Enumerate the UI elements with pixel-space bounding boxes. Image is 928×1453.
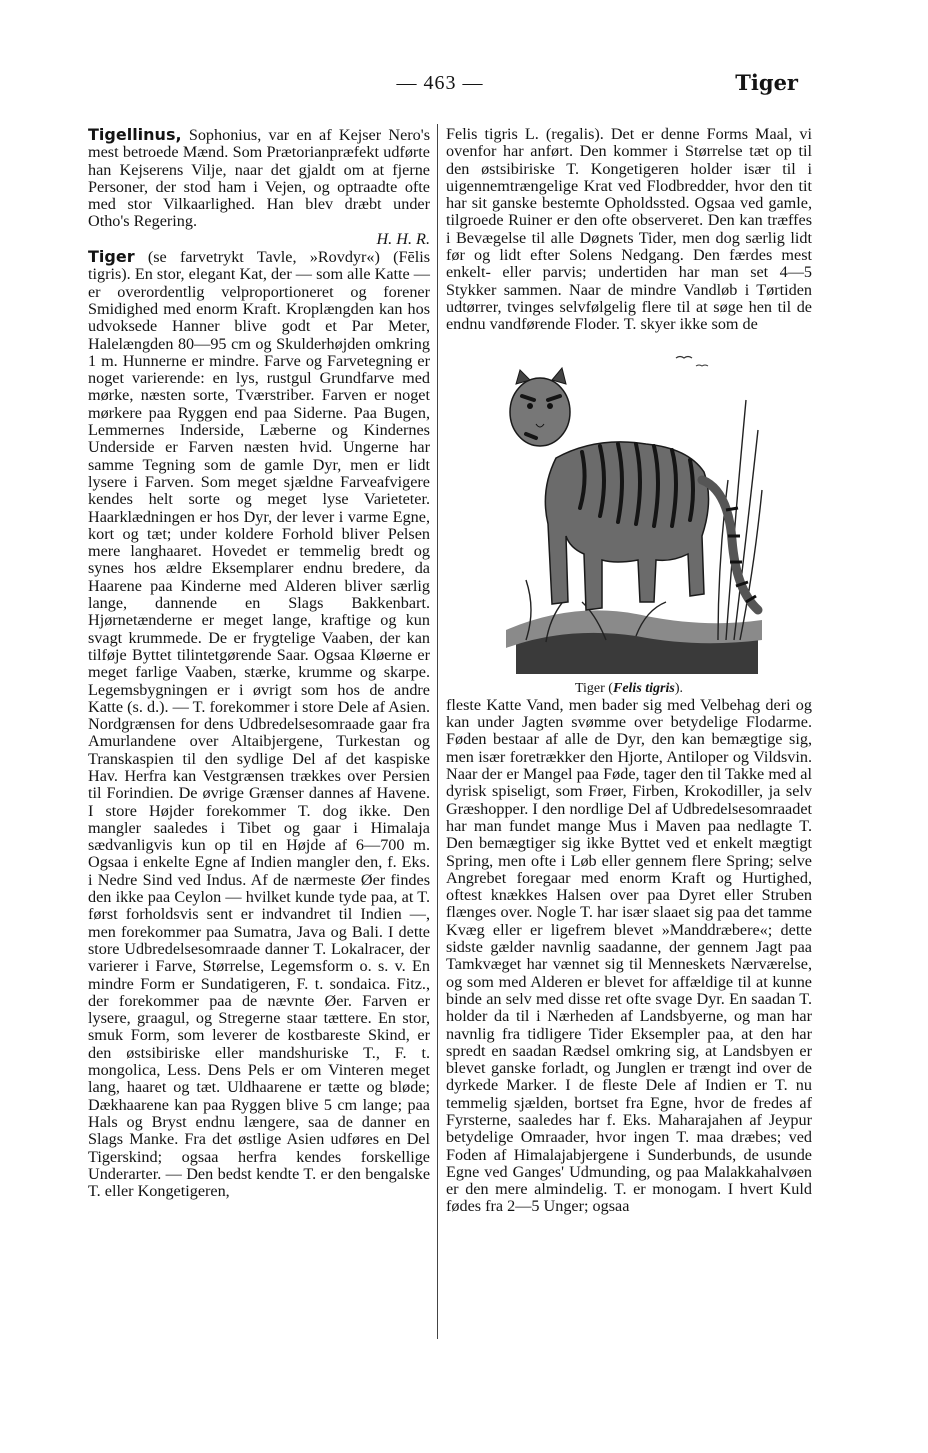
column-divider [437,124,438,1339]
tiger-illustration [446,340,812,680]
entry-tiger-body: (se farvetrykt Tavle, »Rovdyr«) (Fēlis tigris). En stor, elegant Kat, der — som alle Katte — er overordentlig velproportioneret og forener Smidighed med enorm Kraft. Kroplængden kan hos udvoksede Hanner blive godt et Par Meter, Halelængden 80—95 cm og Skulderhøjden omkring 1 m. Hunnerne er mindre. Farve og Farvetegning er noget varierende: en lys, rustgul Grundfarve med mørke, næsten sorte, Tværstriber. Farven er noget mørkere paa Ryggen end paa Siderne. Paa Bugen, Lemmernes Inderside, Læberne og Kindernes Underside er Farven næsten hvid. Ungerne har samme Tegning som de gamle Dyr, men er lidt lysere i Farven. Som meget sjældne Farveafvigere kendes helt sorte og meget lyse Varieteter. Haarklædningen er hos Dyr, der lever i varme Egne, kort og tæt; under koldere Forhold bliver Pelsen mere langhaaret. Hovedet er temmelig bredt og synes hos ældre Eksemplarer endnu bredere, da Haarene paa Kinderne med Alderen bliver særlig lange, dannende en Slags Bakkenbart. Hjørnetænderne er meget lange, kraftige og kun svagt krummede. De er frygtelige Vaaben, der kan tilføje Byttet tilintetgørende Saar. Ogsaa Kløerne er meget farlige Vaaben, stærke, krumme og skarpe. Legemsbygningen er i øvrigt som hos de andre Katte (s. d.). — T. forekommer i store Dele af Asien. Nordgrænsen for dens Udbredelsesomraade gaar fra Amurlandene over Altaibjergene, Turkestan og Transkaspien til den sydlige Del af det kaspiske Hav. Herfra kan Vestgrænsen trækkes over Persien til Forindien. De øvrige Grænser dannes af Havene. I store Højder forekommer T. dog ikke. Den mangler saaledes i Tibet og gaar i Himalaja sædvanligvis kun op til en Højde af 6—700 m. Ogsaa i enkelte Egne af Indien mangler den, f. Eks. i Nedre Sind ved Indus. Af de nærmeste Øer findes den ikke paa Ceylon — hvilket kunde tyde paa, at T. først forholdsvis sent er indvandret til Indien —, men forekommer paa Sumatra, Java og Bali. I dette store Udbredelsesomraade danner T. Lokalracer, der varierer i Farve, Størrelse, Legemsform o. s. v. En mindre Form er Sundatigeren, F. t. sondaica. Fitz., der forekommer paa de nævnte Øer. Farven er lysere, graagul, og Stregerne staar tættere. En stor, smuk Form, som leverer de kostbareste Skind, er den østsibiriske eller mandshuriske T., F. t. mongolica, Less. Dens Pels er om Vinteren meget lang, haaret og tæt. Uldhaarene er tætte og bløde; Dækhaarene kan paa Ryggen blive 5 cm lange; paa Hals og Bryst endnu længere, saa de danner en Slags Manke. Fra det østlige Asien udføres en Del Tigerskind; ogsaa herfra kendes forskellige Underarter. — Den bedst kendte T. er den bengalske T. eller Kongetigeren, [88,248,430,1201]
tiger-engraving-image [496,340,766,674]
entry-tiger [88,248,430,1200]
page-header [0,68,928,108]
entry-tigellinus-body: Sophonius, var en af Kejser Nero's mest betroede Mænd. Som Prætorianpræfekt udførte han Kejserens Vilje, naar det gjaldt om at fjerne Personer, der stod ham i Vejen, og optraadte ofte med stor Vilkaarlighed. Han blev dræbt under Otho's Regering. [88,126,430,231]
caption-suffix: ). [674,680,684,696]
right-column-top-text: Felis tigris L. (regalis). Det er denne Forms Maal, vi ovenfor har anført. Den kommer i Størrelse tæt op til den østsibiriske T. Kongetigeren holder især til i uigennemtrængelige Krat ved Flodbredder, hvor den tit har sit ganske bestemte Opholdssted. Ogsaa ved gamle, tilgroede Ruiner er den ofte observeret. Den kan træffes i Bevægelse til alle Døgnets Tider, men dog særlig lidt før og lidt efter Solens Nedgang. Den færdes mest enkelt- eller parvis; undertiden har man set 4—5 Stykker sammen. Naar de mindre Vandløb i Tørtiden udtørrer, tvinges selvfølgelig flere til at søge hen til de endnu vandførende Floder. T. skyer ikke som de [446,125,812,334]
headword-tiger: Tiger [88,247,135,267]
page-number: — 463 — [396,72,484,94]
right-column-bottom-text: fleste Katte Vand, men bader sig med Velbehag deri og kan under Jagten svømme over betydelige Flodarme. Føden bestaar af alle de Dyr, den kan bemægtige sig, men især foretrækker den Hjorte, Antiloper og Vildsvin. Naar der er Mangel paa Føde, tager den til Takke med al dyrisk spiseligt, som Frøer, Firben, Krokodiller, ja selv Græshopper. I den nordlige Del af Udbredelsesomraadet har man fundet mange Mus i Maven paa nedlagte T. Den bemægtiger sig ikke Byttet ved et enkelt mægtigt Spring, men ofte i Løb eller gennem flere Spring; selve Angrebet foregaar med enorm Kraft og Hurtighed, oftest knækkes Halsen over paa Dyret eller Struben flænges over. Nogle T. har især slaaet sig paa det tamme Kvæg eller er ligefrem blevet »Manddræbere«; dette sidste gælder navnlig saadanne, der gennem Jagt paa Tamkvæget har vænnet sig til Menneskets Nærværelse, og som med Alderen er blevet for affældige til at kunne binde an selv med disse ret ofte svage Dyr. En saadan T. holder da til i Nærheden af Landsbyerne, og man har navnlig fra tidligere Tider Eksempler paa, at den har spredt en saadan Rædsel omkring sig, at Landsbyen er blevet ganske forladt, og Junglen er trængt ind over de dyrkede Marker. I de fleste Dele af Indien er T. nu temmelig sjælden, bortset fra Egne, hvor de fredes af Fyrsterne, saaledes har f. Eks. Maharajahen af Jeypur betydelige Omraader, hvor ingen T. maa dræbes; ved Foden af Himalajabjergene i Sunderbunds, de usunde Egne ved Ganges' Udmunding, og paa Malakkahalvøen er den mere almindelig. T. er monogam. I hvert Kuld fødes fra 2—5 Unger; ogsaa [446,695,812,1216]
entry-tigellinus [88,126,430,231]
headword-tigellinus: Tigellinus, [88,125,182,144]
left-column [88,126,430,1200]
caption-prefix: Tiger ( [574,680,613,696]
author-signature: H. H. R. [376,229,430,248]
figure-caption [446,680,812,697]
caption-latin-name: Felis tigris [612,680,675,696]
right-column [446,126,812,1216]
running-head: Tiger [735,70,798,95]
